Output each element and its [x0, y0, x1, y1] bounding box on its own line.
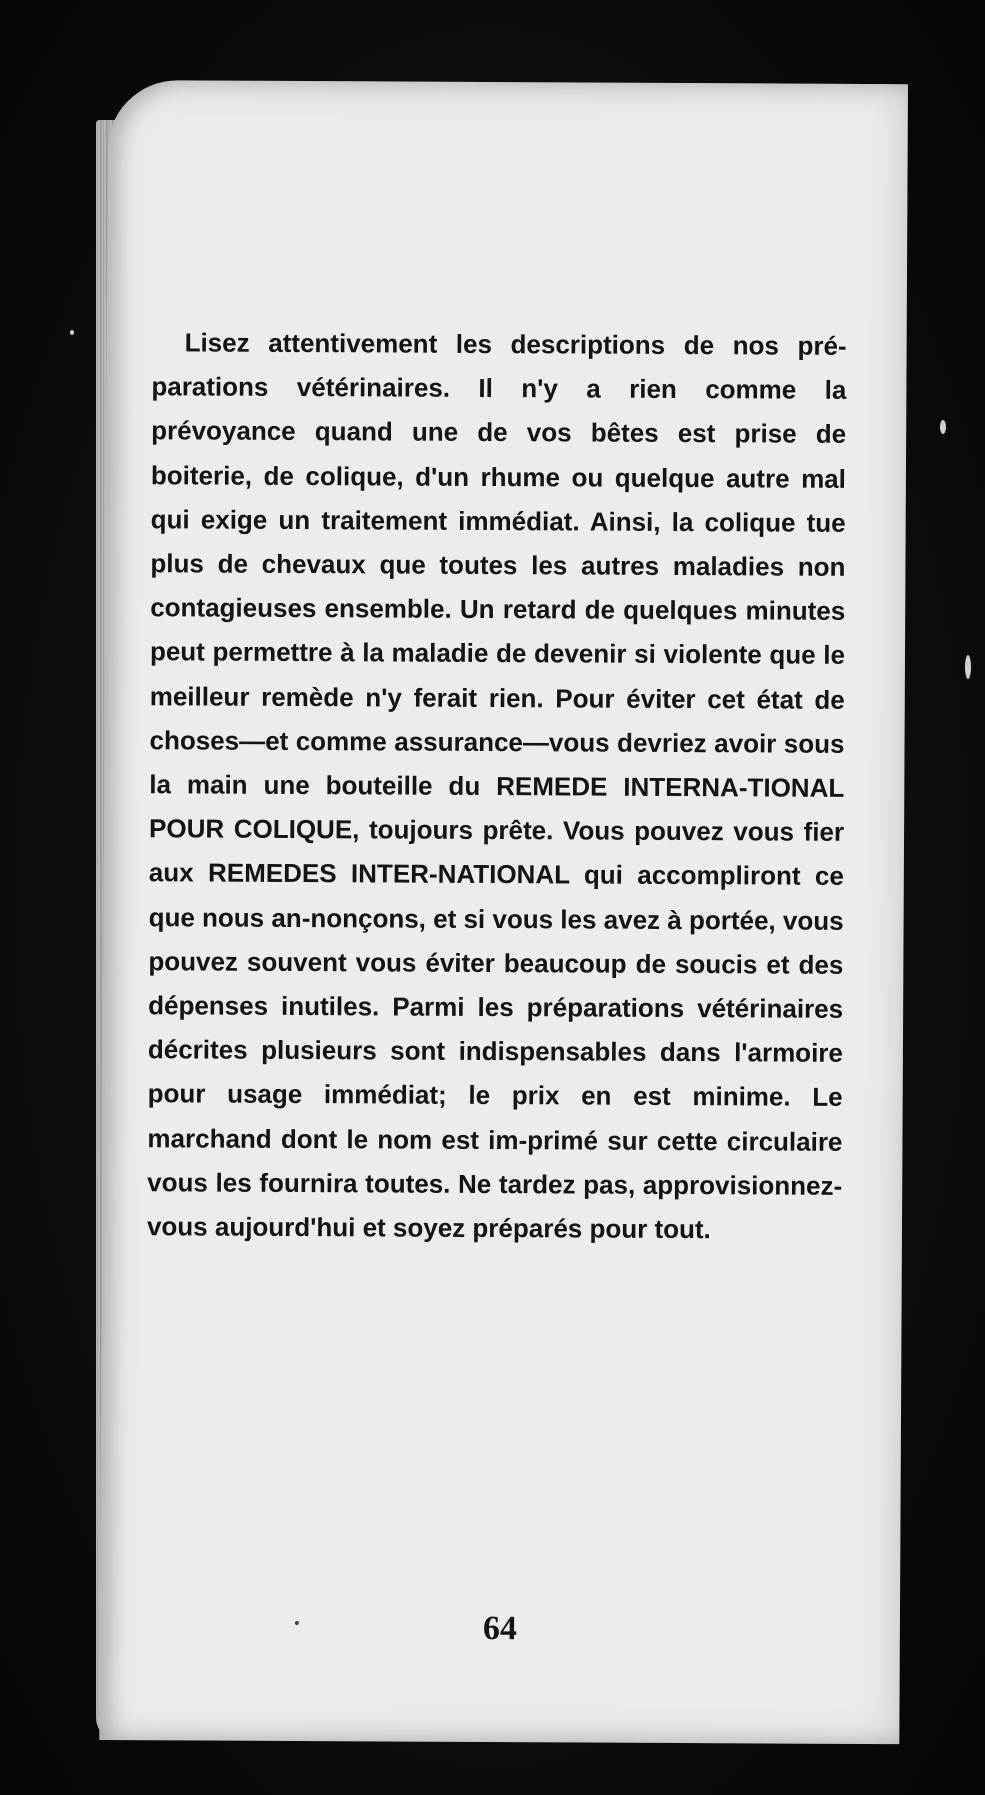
booklet-page	[99, 80, 908, 1744]
dust-speck	[940, 420, 946, 434]
body-paragraph-text: Lisez attentivement les descriptions de nos pré-parations vétérinaires. Il n'y a rien comme la prévoyance quand une de vos bêtes est prise de boiterie, de colique, d'un rhume ou quelque autre mal qui exige un traitement immédiat. Ainsi, la colique tue plus de chevaux que toutes les autres maladies non contagieuses ensemble. Un retard de quelques minutes peut permettre à la maladie de devenir si violente que le meilleur remède n'y ferait rien. Pour éviter cet état de choses—et comme assurance—vous devriez avoir sous la main une bouteille du REMEDE INTERNA-TIONAL POUR COLIQUE, toujours prête. Vous pouvez vous fier aux REMEDES INTER-NATIONAL qui accompliront ce que nous an-nonçons, et si vous les avez à portée, vous pouvez souvent vous éviter beaucoup de soucis et des dépenses inutiles. Parmi les préparations vétérinaires décrites plusieurs sont indispensables dans l'armoire pour usage immédiat; le prix en est minime. Le marchand dont le nom est im-primé sur cette circulaire vous les fournira toutes. Ne tardez pas, approvisionnez-vous aujourd'hui et soyez préparés pour tout.	[146, 327, 847, 1245]
body-paragraph	[147, 320, 847, 1252]
dust-speck	[965, 655, 971, 679]
dust-speck	[70, 330, 74, 335]
page-number: 64	[482, 1609, 517, 1648]
